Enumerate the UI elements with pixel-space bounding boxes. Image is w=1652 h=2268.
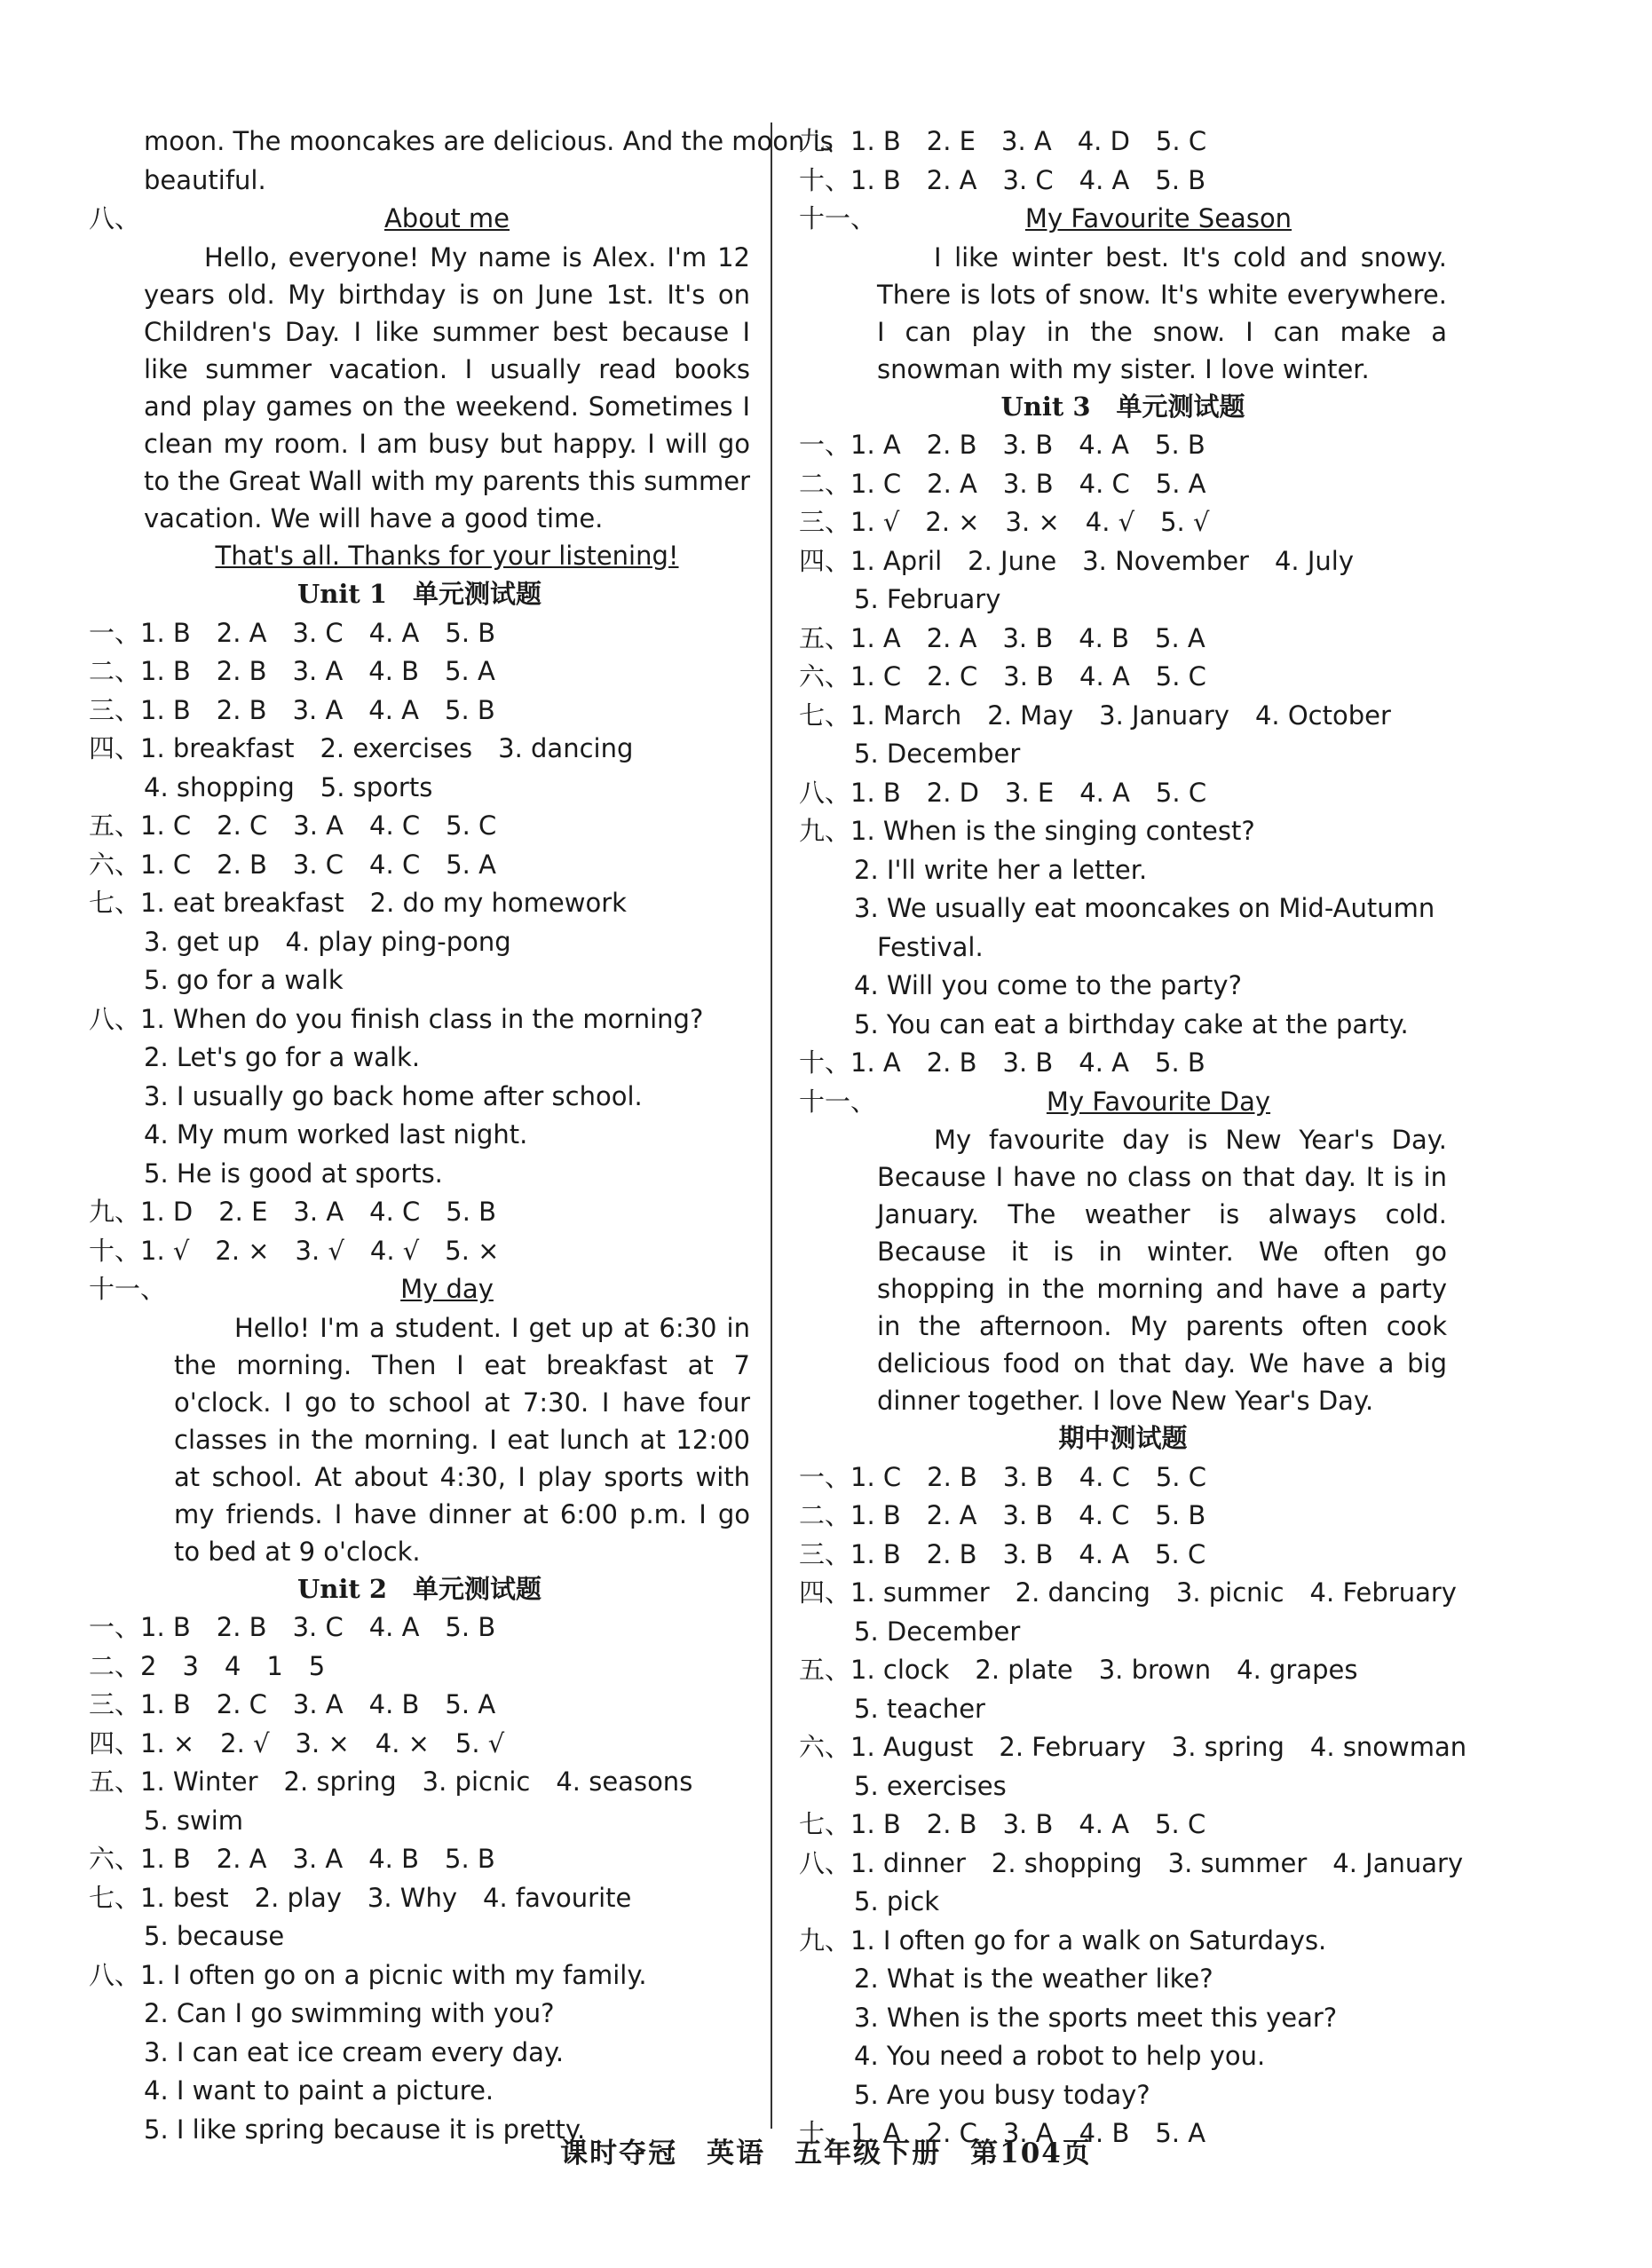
answer-line: 2. What is the weather like? [854, 1964, 1213, 1994]
answer-line: 四、1. summer 2. dancing 3. picnic 4. February [799, 1577, 1457, 1608]
answer-line: 一、1. C 2. B 3. B 4. C 5. C [799, 1461, 1206, 1492]
answer-line: 3. I can eat ice cream every day. [144, 2036, 565, 2067]
essay-text: Hello, everyone! My name is Alex. I'm 12 years old. My birthday is on June 1st. It's on Children's Day. I like summer best because I like summer vacation. I usually read books and play games on the weekend. Sometimes I clean my room. I am busy but happy. I will go to the Great Wall with my parents this summer vacation. We will have a good time. [144, 241, 750, 533]
section-mark: 十一、 [799, 1086, 877, 1117]
answer-line: 四、1. April 2. June 3. November 4. July [799, 545, 1355, 576]
answer-line: 十、1. B 2. A 3. C 4. A 5. B [799, 164, 1206, 195]
intro-line: beautiful. [144, 164, 266, 195]
answer-line: 二、1. B 2. B 3. A 4. B 5. A [89, 656, 495, 686]
answer-line: 5. exercises [854, 1770, 1007, 1801]
answer-line: 八、1. I often go on a picnic with my family. [89, 1959, 647, 1990]
midterm-heading: 期中测试题 [1058, 1423, 1188, 1453]
answer-line: 五、1. clock 2. plate 3. brown 4. grapes [799, 1655, 1358, 1685]
section-mark: 十一、 [799, 203, 877, 233]
answer-line: 九、1. I often go for a walk on Saturdays. [799, 1924, 1327, 1956]
answer-line: 2. I'll write her a letter. [854, 854, 1148, 885]
section-mark: 八、 [89, 203, 141, 233]
answer-line: 2. Can I go swimming with you? [144, 1998, 555, 2028]
answer-line: 八、1. B 2. D 3. E 4. A 5. C [799, 777, 1207, 808]
answer-line: 八、1. dinner 2. shopping 3. summer 4. January [799, 1847, 1464, 1878]
unit3-answers [799, 426, 1447, 1083]
answer-line: 十、1. √ 2. × 3. √ 4. √ 5. × [89, 1235, 500, 1266]
answer-line: 4. You need a robot to help you. [854, 2041, 1266, 2071]
answer-line: 3. I usually go back home after school. [144, 1080, 643, 1111]
answer-line: 六、1. August 2. February 3. spring 4. snowman [799, 1732, 1467, 1762]
left-column [89, 122, 834, 2149]
essay-title: About me [383, 203, 510, 233]
answer-line: 4. My mum worked last night. [144, 1119, 528, 1150]
answer-line: 七、1. best 2. play 3. Why 4. favourite [89, 1882, 632, 1913]
column-divider [771, 122, 772, 2129]
answer-line: 九、1. When is the singing contest? [799, 816, 1255, 846]
answer-line: 十、1. A 2. B 3. B 4. A 5. B [799, 1047, 1205, 1078]
section-mark: 十一、 [89, 1274, 167, 1304]
essay-closing: That's all. Thanks for your listening! [215, 540, 679, 571]
answer-line: 一、1. B 2. A 3. C 4. A 5. B [89, 617, 496, 648]
essay-about-me [89, 200, 750, 575]
answer-line: 六、1. C 2. C 3. B 4. A 5. C [799, 661, 1206, 691]
answer-line: 七、1. eat breakfast 2. do my homework [89, 888, 627, 918]
answer-line: Festival. [877, 931, 984, 962]
essay-text: Hello! I'm a student. I get up at 6:30 in the morning. Then I eat breakfast at 7 o'clock. I go to school at 7:30. I have four classes in the morning. I eat lunch at 12:00 at school. At about 4:30, I play sports with my friends. I have dinner at 6:00 p.m. I go to bed at 9 o'clock. [174, 1312, 750, 1567]
unit1-answers [89, 614, 750, 1271]
essay-my-day [89, 1270, 750, 1570]
answer-line: 八、1. When do you finish class in the morning? [89, 1003, 704, 1034]
answer-line: 一、1. B 2. B 3. C 4. A 5. B [89, 1612, 496, 1642]
unit1-heading: Unit 1 单元测试题 [296, 579, 542, 609]
answer-line: 3. get up 4. play ping-pong [144, 926, 511, 957]
page-footer: 课时夺冠 英语 五年级下册 第104页 [560, 2138, 1092, 2169]
answer-line: 三、1. B 2. C 3. A 4. B 5. A [89, 1689, 496, 1719]
answer-line: 三、1. B 2. B 3. B 4. A 5. C [799, 1538, 1206, 1569]
answer-line: 六、1. C 2. B 3. C 4. C 5. A [89, 849, 496, 880]
answer-line: 四、1. breakfast 2. exercises 3. dancing [89, 733, 634, 763]
answer-line: 4. I want to paint a picture. [144, 2075, 494, 2106]
right-column [799, 122, 1467, 2153]
answer-line: 二、1. B 2. A 3. B 4. C 5. B [799, 1500, 1206, 1530]
answer-line: 5. He is good at sports. [144, 1158, 443, 1189]
answer-line: 七、1. B 2. B 3. B 4. A 5. C [799, 1809, 1206, 1839]
answer-line: 六、1. B 2. A 3. A 4. B 5. B [89, 1844, 495, 1874]
essay-text: I like winter best. It's cold and snowy. There is lots of snow. It's white everywhere. I can play in the snow. I can make a snowman with my sister. I love winter. [877, 241, 1447, 384]
answer-line: 十、1. A 2. C 3. A 4. B 5. A [799, 2118, 1206, 2148]
answer-line: 4. shopping 5. sports [144, 771, 433, 802]
answer-line: 九、1. B 2. E 3. A 4. D 5. C [799, 126, 1207, 156]
essay-title: My Favourite Day [1046, 1086, 1271, 1117]
answer-line: 五、1. Winter 2. spring 3. picnic 4. seasons [89, 1766, 693, 1797]
unit3-heading: Unit 3 单元测试题 [1000, 391, 1245, 422]
answer-line: 三、1. B 2. B 3. A 4. A 5. B [89, 694, 495, 725]
answer-line: 一、1. A 2. B 3. B 4. A 5. B [799, 430, 1205, 460]
answer-line: 三、1. √ 2. × 3. × 4. √ 5. √ [799, 507, 1210, 537]
answer-line: 3. When is the sports meet this year? [854, 2002, 1338, 2033]
answer-line: 4. Will you come to the party? [854, 970, 1242, 1000]
answer-line: 5. Are you busy today? [854, 2079, 1150, 2110]
answer-line: 5. December [854, 739, 1021, 769]
answer-line: 5. swim [144, 1805, 244, 1836]
intro-line: moon. The mooncakes are delicious. And the moon is [144, 126, 834, 156]
essay-favourite-day [799, 1083, 1447, 1420]
answer-line: 5. December [854, 1616, 1021, 1647]
answer-line: 5. I like spring because it is pretty. [144, 2114, 586, 2145]
essay-title: My Favourite Season [1024, 203, 1292, 233]
answer-line: 五、1. C 2. C 3. A 4. C 5. C [89, 810, 497, 841]
answer-line: 二、2 3 4 1 5 [89, 1650, 326, 1681]
answer-line: 四、1. × 2. √ 3. × 4. × 5. √ [89, 1727, 505, 1758]
answer-line: 5. pick [854, 1886, 940, 1916]
answer-line: 5. teacher [854, 1693, 985, 1724]
answer-line: 5. because [144, 1921, 285, 1951]
unit2-answers [89, 1608, 750, 2149]
answer-line: 5. You can eat a birthday cake at the party. [854, 1008, 1409, 1039]
unit2-heading: Unit 2 单元测试题 [296, 1573, 542, 1604]
answer-line: 2. Let's go for a walk. [144, 1042, 421, 1072]
essay-favourite-season [799, 200, 1447, 388]
answer-line: 3. We usually eat mooncakes on Mid-Autumn [854, 893, 1435, 923]
answer-line: 九、1. D 2. E 3. A 4. C 5. B [89, 1197, 497, 1227]
answer-line: 五、1. A 2. A 3. B 4. B 5. A [799, 622, 1205, 653]
essay-text: My favourite day is New Year's Day. Because I have no class on that day. It is in January. The weather is always cold. Because it is in winter. We often go shopping in the morning and have a party in the afternoon. My parents often cook delicious food on that day. We have a big dinner together. I love New Year's Day. [877, 1125, 1447, 1416]
answer-line: 5. February [854, 584, 1001, 614]
midterm-answers [799, 1458, 1467, 2153]
answer-line: 5. go for a walk [144, 965, 344, 995]
essay-title: My day [400, 1274, 494, 1304]
answer-line: 二、1. C 2. A 3. B 4. C 5. A [799, 468, 1206, 499]
answer-line: 七、1. March 2. May 3. January 4. October [799, 699, 1391, 731]
